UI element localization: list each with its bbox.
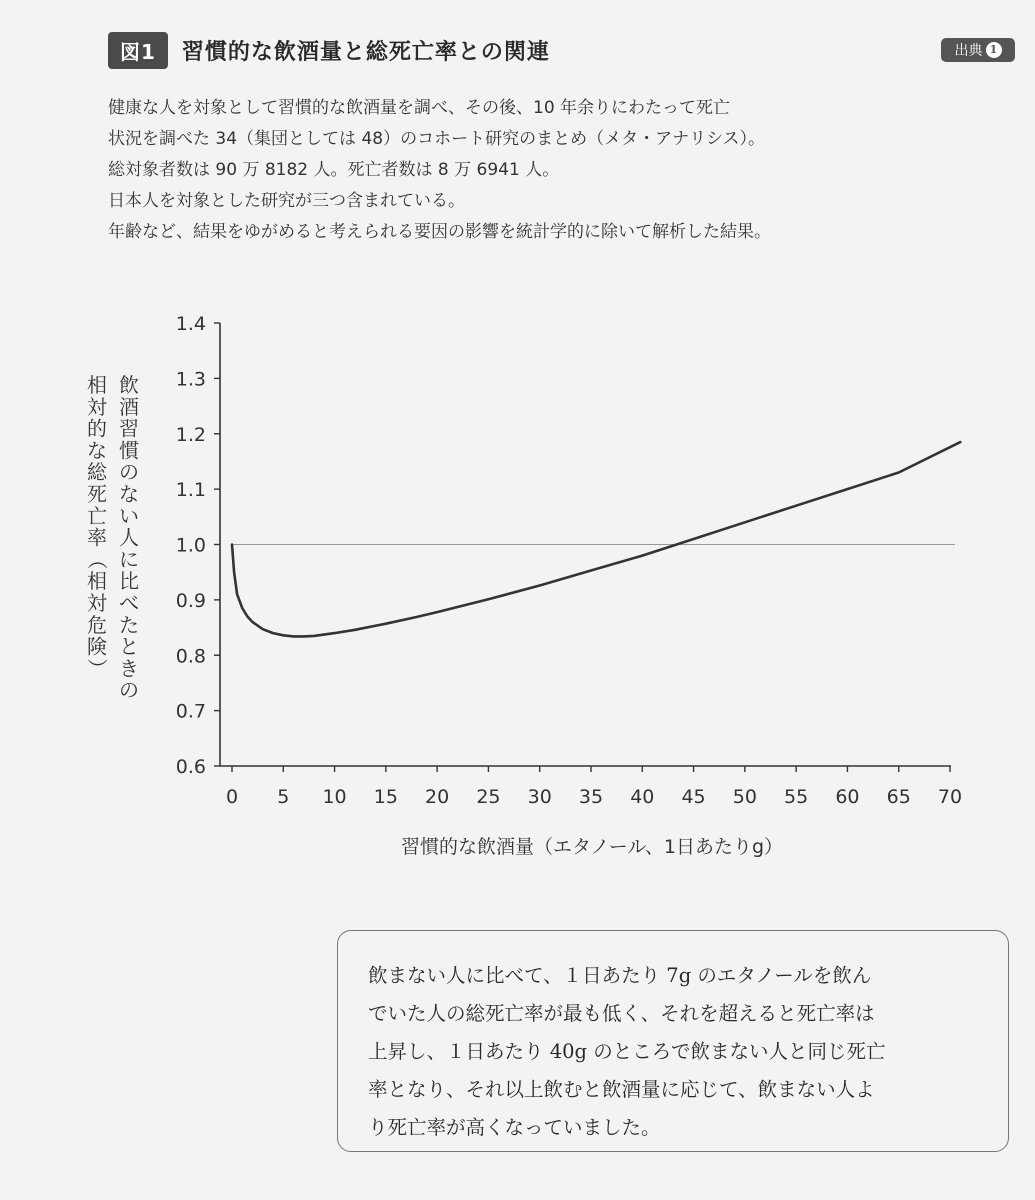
y-label-char: な <box>87 438 107 463</box>
y-label-char: 率 <box>87 525 107 550</box>
y-label-char: 習 <box>119 416 139 441</box>
x-tick-label: 50 <box>732 786 757 808</box>
note-line: 率となり、それ以上飲むと飲酒量に応じて、飲まない人よ <box>368 1078 875 1101</box>
source-label: 出典 <box>954 43 983 59</box>
description-line: 総対象者数は 90 万 8182 人。死亡者数は 8 万 6941 人。 <box>108 160 560 180</box>
y-label-char: 亡 <box>87 503 107 528</box>
description-line: 状況を調べた 34（集団としては 48）のコホート研究のまとめ（メタ・アナリシス）。 <box>108 129 766 149</box>
chart-ticks <box>176 313 962 808</box>
y-label-char: 的 <box>87 416 107 441</box>
y-label-char: 危 <box>87 612 107 637</box>
x-tick-label: 30 <box>527 786 552 808</box>
y-label-char: （ <box>85 549 109 570</box>
y-tick-label: 1.3 <box>175 368 206 391</box>
x-tick-label: 45 <box>681 786 706 808</box>
figure-title: 習慣的な飲酒量と総死亡率との関連 <box>181 39 550 65</box>
y-label-char: ） <box>85 658 109 679</box>
y-label-char: 飲 <box>119 373 139 397</box>
y-label-char: 慣 <box>119 438 139 463</box>
x-tick-label: 0 <box>225 786 239 808</box>
y-label-char: き <box>119 656 139 681</box>
chart-series <box>232 442 960 636</box>
note-line: り死亡率が高くなっていました。 <box>368 1116 661 1139</box>
y-label-char: 酒 <box>119 394 139 419</box>
y-label-char: 相 <box>87 373 107 397</box>
y-tick-label: 1.2 <box>175 423 206 446</box>
y-tick-label: 0.9 <box>175 589 206 612</box>
description-line: 健康な人を対象として習慣的な飲酒量を調べ、その後、10 年余りにわたって死亡 <box>108 98 731 118</box>
x-tick-label: 65 <box>886 786 911 808</box>
y-label-char: べ <box>119 591 139 615</box>
y-label-char: 対 <box>87 591 107 615</box>
y-label-char: な <box>119 482 139 506</box>
y-label-char: い <box>119 503 139 528</box>
x-tick-label: 15 <box>373 786 398 808</box>
y-axis-label <box>85 373 140 702</box>
note-line: 上昇し、１日あたり 40g のところで飲まない人と同じ死亡 <box>368 1040 886 1063</box>
summary-note <box>337 930 1009 1152</box>
y-label-char: 比 <box>119 569 139 594</box>
y-label-char: と <box>119 634 139 659</box>
x-tick-label: 35 <box>578 786 604 808</box>
x-tick-label: 60 <box>835 786 860 808</box>
y-tick-label: 0.6 <box>175 756 206 778</box>
x-tick-label: 25 <box>476 786 501 808</box>
note-line: 飲まない人に比べて、１日あたり 7g のエタノールを飲ん <box>368 964 872 987</box>
relative-risk-curve <box>232 442 960 636</box>
note-line: でいた人の総死亡率が最も低く、それを超えると死亡率は <box>368 1002 875 1025</box>
x-tick-label: 5 <box>277 786 290 808</box>
y-label-char: 総 <box>87 460 107 485</box>
x-tick-label: 10 <box>322 786 347 808</box>
y-label-char: 相 <box>87 569 107 594</box>
y-tick-label: 0.8 <box>175 645 206 668</box>
source-number: 1 <box>986 42 1002 58</box>
x-tick-label: 70 <box>937 786 963 808</box>
x-axis-label: 習慣的な飲酒量（エタノール、1日あたりg） <box>400 836 784 858</box>
y-label-char: 人 <box>119 525 139 550</box>
x-tick-label: 40 <box>630 786 655 808</box>
description-line: 年齢など、結果をゆがめると考えられる要因の影響を統計学的に除いて解析した結果。 <box>108 222 771 242</box>
y-tick-label: 1.1 <box>175 479 206 502</box>
y-label-char: 対 <box>87 394 107 419</box>
y-label-char: 険 <box>87 634 107 659</box>
y-label-char: の <box>119 460 139 485</box>
description-line: 日本人を対象とした研究が三つ含まれている。 <box>108 191 465 211</box>
y-tick-label: 0.7 <box>175 700 206 723</box>
y-tick-label: 1.0 <box>175 534 206 557</box>
y-label-char: の <box>119 678 139 703</box>
y-label-char: た <box>119 612 139 637</box>
y-label-char: 死 <box>87 482 107 506</box>
x-tick-label: 55 <box>784 786 809 808</box>
y-label-char: に <box>119 547 139 572</box>
y-tick-label: 1.4 <box>175 313 206 335</box>
x-tick-label: 20 <box>425 786 450 808</box>
figure-number-badge: 図1 <box>108 32 168 69</box>
